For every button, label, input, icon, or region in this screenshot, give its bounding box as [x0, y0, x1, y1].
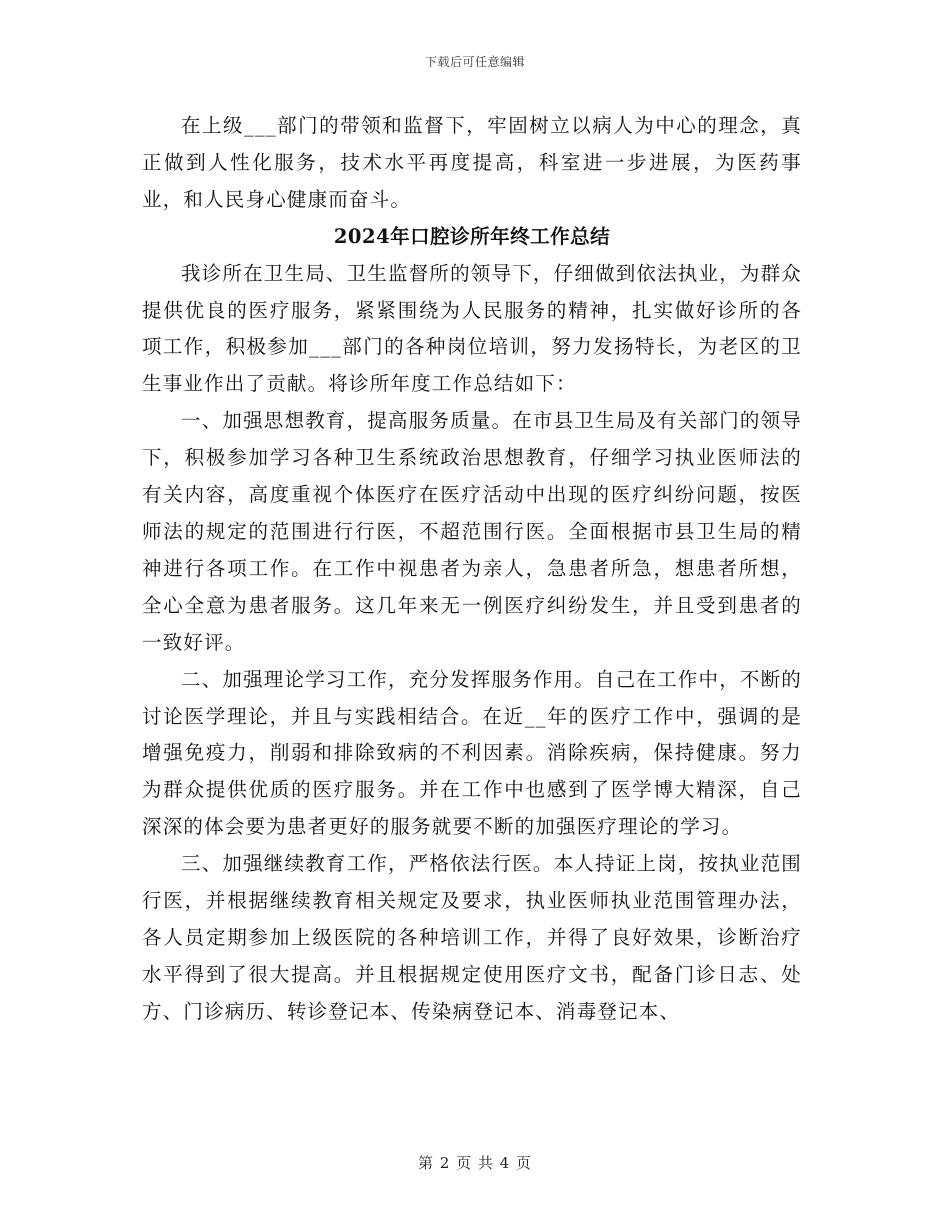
body-paragraph-opening: 我诊所在卫生局、卫生监督所的领导下，仔细做到依法执业，为群众提供优良的医疗服务，紧紧围绕为人民服务的精神，扎实做好诊所的各项工作，积极参加___部门的各种岗位培训，努力发扬特长，为老区的卫生事业作出了贡献。将诊所年度工作总结如下：	[142, 261, 803, 396]
body-paragraph-section-1: 一、加强思想教育，提高服务质量。在市县卫生局及有关部门的领导下，积极参加学习各种卫生系统政治思想教育，仔细学习执业医师法的有关内容，高度重视个体医疗在医疗活动中出现的医疗纠纷问题，按医师法的规定的范围进行行医，不超范围行医。全面根据市县卫生局的精神进行各项工作。在工作中视患者为亲人，急患者所急，想患者所想，全心全意为患者服务。这几年来无一例医疗纠纷发生，并且受到患者的一致好评。	[142, 409, 803, 654]
document-body	[142, 108, 802, 1031]
body-paragraph-section-3: 三、加强继续教育工作，严格依法行医。本人持证上岗，按执业范围行医，并根据继续教育相关规定及要求，执业医师执业范围管理办法，各人员定期参加上级医院的各种培训工作，并得了良好效果，诊断治疗水平得到了很大提高。并且根据规定使用医疗文书，配备门诊日志、处方、门诊病历、转诊登记本、传染病登记本、消毒登记本、	[142, 852, 803, 1023]
body-paragraph-section-2: 二、加强理论学习工作，充分发挥服务作用。自己在工作中，不断的讨论医学理论，并且与实践相结合。在近__年的医疗工作中，强调的是增强免疫力，削弱和排除致病的不利因素。消除疾病，保持健康。努力为群众提供优质的医疗服务。并在工作中也感到了医学博大精深，自己深深的体会要为患者更好的服务就要不断的加强医疗理论的学习。	[142, 667, 803, 839]
page-header-note: 下载后可任意编辑	[424, 55, 525, 69]
page-number-indicator: 第 2 页 共 4 页	[418, 1154, 532, 1172]
document-title: 2024年口腔诊所年终工作总结	[333, 224, 611, 248]
intro-paragraph: 在上级___部门的带领和监督下，牢固树立以病人为中心的理念，真正做到人性化服务，技术水平再度提高，科室进一步进展，为医药事业，和人民身心健康而奋斗。	[142, 114, 802, 211]
